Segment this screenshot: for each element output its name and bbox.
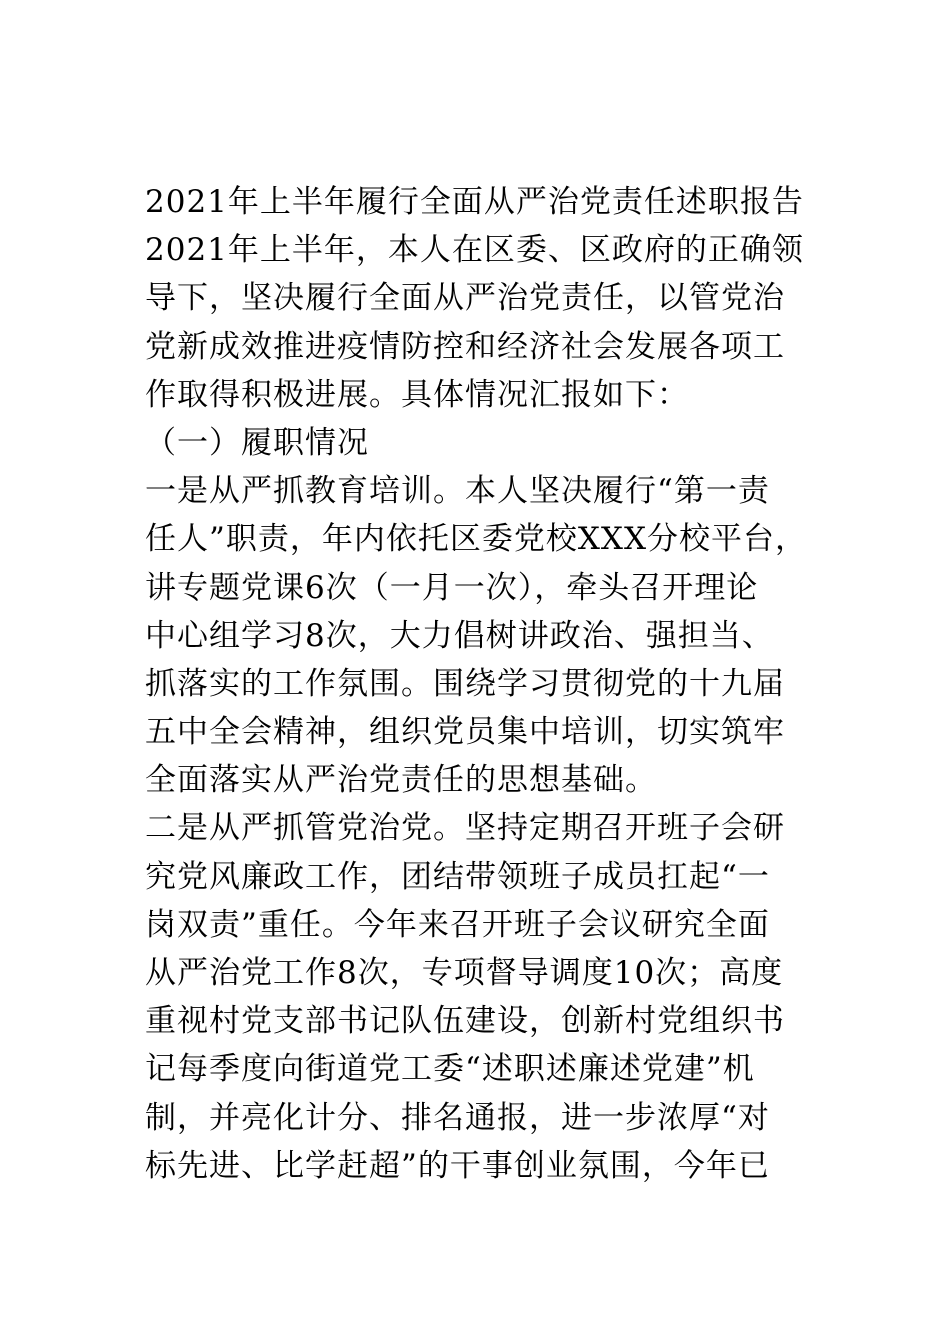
- text-line: 全面落实从严治党责任的思想基础。: [145, 762, 657, 799]
- text-line: 任人”职责，年内依托区委党校XXX分校平台，: [145, 521, 808, 558]
- report-title: 2021年上半年履行全面从严治党责任述职报告: [145, 184, 804, 220]
- section-heading: （一）履职情况: [145, 424, 369, 461]
- text-line: 从严治党工作8次，专项督导调度10次；高度: [145, 955, 784, 991]
- text-line: 五中全会精神，组织党员集中培训，切实筑牢: [145, 714, 785, 751]
- text-line: 二是从严抓管党治党。坚持定期召开班子会研: [145, 810, 785, 847]
- text-line: 作取得积极进展。具体情况汇报如下：: [145, 376, 689, 413]
- text-line: 标先进、比学赶超”的干事创业氛围，今年已: [145, 1147, 770, 1184]
- text-line: 记每季度向街道党工委“述职述廉述党建”机: [145, 1051, 755, 1088]
- text-line: 2021年上半年，本人在区委、区政府的正确领: [145, 232, 804, 269]
- text-line: 抓落实的工作氛围。围绕学习贯彻党的十九届: [145, 665, 785, 702]
- text-line: 党新成效推进疫情防控和经济社会发展各项工: [145, 328, 785, 365]
- report-body: [145, 178, 825, 1190]
- text-line: 导下，坚决履行全面从严治党责任，以管党治: [145, 280, 785, 317]
- text-line: 究党风廉政工作，团结带领班子成员扛起“一: [145, 858, 770, 895]
- text-line: 岗双责”重任。今年来召开班子会议研究全面: [145, 906, 770, 943]
- text-line: 讲专题党课6次（一月一次），牵头召开理论: [145, 569, 759, 606]
- text-line: 重视村党支部书记队伍建设，创新村党组织书: [145, 1003, 785, 1040]
- text-line: 一是从严抓教育培训。本人坚决履行“第一责: [145, 473, 770, 510]
- text-line: 制，并亮化计分、排名通报，进一步浓厚“对: [145, 1099, 770, 1136]
- text-line: 中心组学习8次，大力倡树讲政治、强担当、: [145, 617, 774, 654]
